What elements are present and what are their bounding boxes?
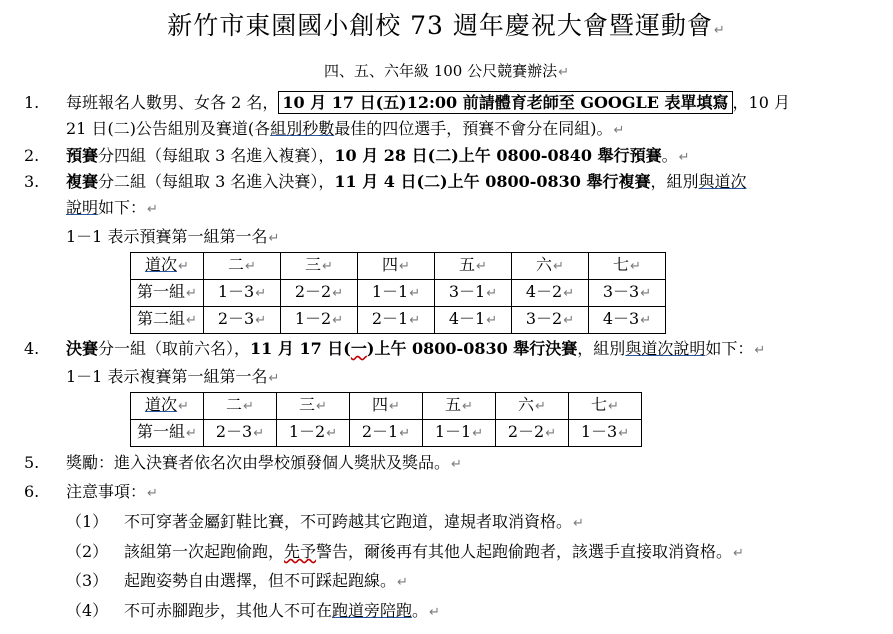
table-cell: 1－2↵ xyxy=(277,420,350,447)
table-cell: 1－2↵ xyxy=(281,307,358,334)
table-header-cell: 六↵ xyxy=(496,393,569,420)
table-cell: 2－3↵ xyxy=(204,420,277,447)
table-header-cell: 六↵ xyxy=(512,253,589,280)
page-title: 新竹市東園國小創校 73 週年慶祝大會暨運動會↵ xyxy=(167,11,726,40)
item-1-line-2: 21 日(二)公告組別及賽道(各組別秒數最佳的四位選手，預賽不會分在同組)。↵ xyxy=(66,119,625,138)
item-number: 6. xyxy=(24,482,40,501)
table-header-cell: 道次↵ xyxy=(131,393,204,420)
deadline-box: 10 月 17 日(五)12:00 前請體育老師至 GOOGLE 表單填寫 xyxy=(278,91,732,114)
table-header-cell: 五↵ xyxy=(423,393,496,420)
note-number: （1） xyxy=(66,512,109,531)
item-number: 2. xyxy=(24,146,40,165)
table-row xyxy=(131,420,642,447)
table-cell: 2－2↵ xyxy=(496,420,569,447)
table-header-cell: 七↵ xyxy=(569,393,642,420)
table-cell: 1－3↵ xyxy=(569,420,642,447)
note-4: 不可赤腳跑步，其他人不可在跑道旁陪跑。↵ xyxy=(124,601,440,620)
legend-semifinal: 1－1 表示複賽第一組第一名↵ xyxy=(66,367,280,386)
note-3: 起跑姿勢自由選擇，但不可踩起跑線。↵ xyxy=(124,571,408,590)
table-header-cell: 二↵ xyxy=(204,393,277,420)
note-number: （4） xyxy=(66,601,109,620)
table-header-cell: 四↵ xyxy=(358,253,435,280)
page-subtitle: 四、五、六年級 100 公尺競賽辦法↵ xyxy=(323,62,570,80)
item-number: 5. xyxy=(24,453,40,472)
table-header-cell: 二↵ xyxy=(204,253,281,280)
item-3-line-1: 複賽分二組（每組取 3 名進入決賽），11 月 4 日(二)上午 0800-0830 舉行複賽，組別與道次 xyxy=(66,172,747,191)
table-cell: 2－1↵ xyxy=(350,420,423,447)
table-cell: 1－3↵ xyxy=(204,280,281,307)
item-4-line: 決賽分一組（取前六名），11 月 17 日(一)上午 0800-0830 舉行決賽，組別與道次說明如下：↵ xyxy=(66,339,766,358)
table-row xyxy=(131,280,666,307)
item-1-line-1: 每班報名人數男、女各 2 名， 10 月 17 日(五)12:00 前請體育老師至 GOOGLE 表單填寫 ，10 月 xyxy=(66,93,790,112)
table-cell: 3－3↵ xyxy=(589,280,666,307)
table-header-cell: 三↵ xyxy=(277,393,350,420)
note-number: （3） xyxy=(66,571,109,590)
legend-prelim: 1－1 表示預賽第一組第一名↵ xyxy=(66,227,280,246)
table-header-cell: 七↵ xyxy=(589,253,666,280)
table-cell: 1－1↵ xyxy=(423,420,496,447)
table-header-cell: 三↵ xyxy=(281,253,358,280)
item-3-line-2: 說明如下：↵ xyxy=(66,198,158,217)
table-cell: 3－1↵ xyxy=(435,280,512,307)
note-2: 該組第一次起跑偷跑，先予警告，爾後再有其他人起跑偷跑者，該選手直接取消資格。↵ xyxy=(124,542,744,561)
note-number: （2） xyxy=(66,542,109,561)
table-row xyxy=(131,307,666,334)
table-cell: 3－2↵ xyxy=(512,307,589,334)
item-number: 1. xyxy=(24,93,40,112)
item-number: 3. xyxy=(24,172,40,191)
lane-table-semifinal xyxy=(130,392,642,447)
lane-table-prelim xyxy=(130,252,666,334)
table-header-cell: 五↵ xyxy=(435,253,512,280)
item-2-line: 預賽分四組（每組取 3 名進入複賽），10 月 28 日(二)上午 0800-0840 舉行預賽。↵ xyxy=(66,146,690,165)
table-cell: 第一組↵ xyxy=(131,280,204,307)
table-cell: 2－2↵ xyxy=(281,280,358,307)
table-cell: 第二組↵ xyxy=(131,307,204,334)
note-1: 不可穿著金屬釘鞋比賽，不可跨越其它跑道，違規者取消資格。↵ xyxy=(124,512,584,531)
table-row xyxy=(131,393,642,420)
item-6-line: 注意事項：↵ xyxy=(66,482,158,501)
table-cell: 2－1↵ xyxy=(358,307,435,334)
table-cell: 1－1↵ xyxy=(358,280,435,307)
table-cell: 2－3↵ xyxy=(204,307,281,334)
table-row xyxy=(131,253,666,280)
item-5-line: 獎勵：進入決賽者依名次由學校頒發個人獎狀及獎品。↵ xyxy=(66,453,462,472)
table-cell: 4－3↵ xyxy=(589,307,666,334)
table-cell: 4－1↵ xyxy=(435,307,512,334)
table-header-cell: 道次↵ xyxy=(131,253,204,280)
table-cell: 第一組↵ xyxy=(131,420,204,447)
table-cell: 4－2↵ xyxy=(512,280,589,307)
table-header-cell: 四↵ xyxy=(350,393,423,420)
item-number: 4. xyxy=(24,339,40,358)
